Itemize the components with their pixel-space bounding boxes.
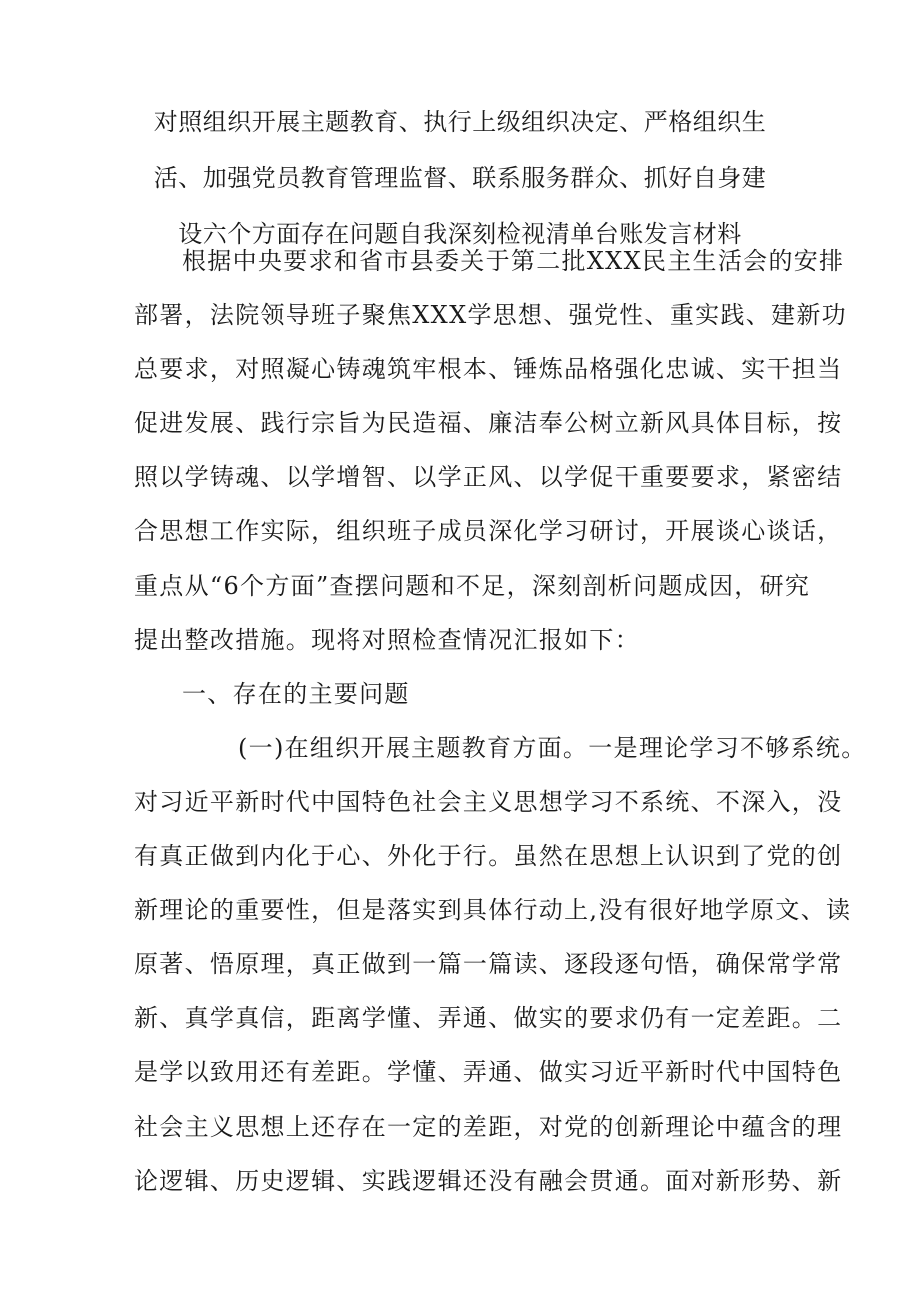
document-body <box>134 247 867 1221</box>
subsection-line: 是学以致用还有差距。学懂、弄通、做实习近平新时代中国特色 <box>134 1058 843 1087</box>
intro-line: 总要求，对照凝心铸魂筑牢根本、锤炼品格强化忠诚、实干担当 <box>134 355 843 384</box>
subsection-line: 新、真学真信，距离学懂、弄通、做实的要求仍有一定差距。二 <box>134 1004 843 1033</box>
subsection-line: 对习近平新时代中国特色社会主义思想学习不系统、不深入，没 <box>134 787 843 816</box>
title-line: 活、加强党员教育管理监督、联系服务群众、抓好自身建 <box>153 164 767 192</box>
section-heading: 一、存在的主要问题 <box>182 679 410 708</box>
intro-line: 促进发展、践行宗旨为民造福、廉洁奉公树立新风具体目标，按 <box>134 409 843 438</box>
intro-line: 根据中央要求和省市县委关于第二批XXX民主生活会的安排 <box>182 247 845 275</box>
intro-line: 部署，法院领导班子聚焦XXX学思想、强党性、重实践、建新功 <box>134 301 847 330</box>
intro-line: 重点从“6个方面”查摆问题和不足，深刻剖析问题成因，研究 <box>134 571 811 600</box>
title-line: 对照组织开展主题教育、执行上级组织决定、严格组织生 <box>153 108 767 136</box>
subsection-line: 论逻辑、历史逻辑、实践逻辑还没有融会贯通。面对新形势、新 <box>134 1166 843 1195</box>
intro-line: 提出整改措施。现将对照检查情况汇报如下： <box>134 625 640 654</box>
subsection-line: 有真正做到内化于心、外化于行。虽然在思想上认识到了党的创 <box>134 842 843 871</box>
intro-line: 照以学铸魂、以学增智、以学正风、以学促干重要要求，紧密结 <box>134 463 843 492</box>
title-line: 设六个方面存在问题自我深刻检视清单台账发言材料 <box>178 220 742 248</box>
subsection-line: (一)在组织开展主题教育方面。一是理论学习不够系统。 <box>238 733 867 762</box>
subsection-line: 新理论的重要性，但是落实到具体行动上,没有很好地学原文、读 <box>134 896 852 925</box>
subsection-line: 社会主义思想上还存在一定的差距，对党的创新理论中蕴含的理 <box>134 1112 843 1141</box>
intro-line: 合思想工作实际，组织班子成员深化学习研讨，开展谈心谈话， <box>134 517 843 546</box>
subsection-line: 原著、悟原理，真正做到一篇一篇读、逐段逐句悟，确保常学常 <box>134 950 843 979</box>
